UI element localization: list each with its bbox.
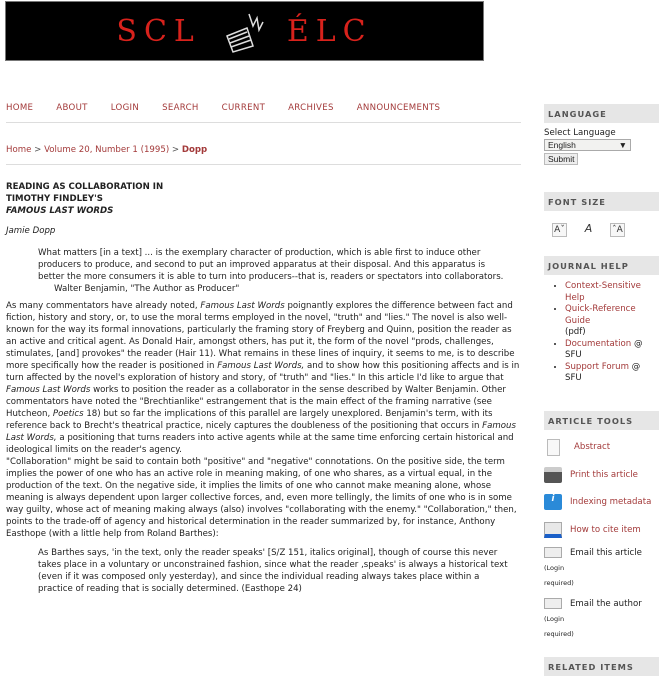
journal-help-heading: JOURNAL HELP xyxy=(544,256,659,275)
tool-cite[interactable] xyxy=(544,516,659,544)
nav-archives[interactable]: ARCHIVES xyxy=(288,103,334,113)
nav-home[interactable]: HOME xyxy=(6,103,34,113)
envelope-icon xyxy=(544,598,562,609)
cite-icon xyxy=(544,522,562,538)
epigraph-quote xyxy=(38,247,508,295)
nav-login[interactable]: LOGIN xyxy=(110,103,140,113)
documentation-link[interactable]: Documentation xyxy=(565,338,632,349)
info-icon: i xyxy=(544,494,562,510)
email-author-label: Email the author xyxy=(570,598,642,609)
help-item xyxy=(565,281,659,304)
tool-email-article[interactable] xyxy=(544,546,659,591)
nav-announcements[interactable]: ANNOUNCEMENTS xyxy=(356,103,441,113)
envelope-icon xyxy=(544,547,562,558)
breadcrumb-sep: > xyxy=(31,145,45,155)
font-smaller-icon[interactable]: Aˇ xyxy=(552,223,567,237)
article-author: Jamie Dopp xyxy=(6,226,56,236)
related-items-heading: RELATED ITEMS xyxy=(544,657,659,676)
language-heading: LANGUAGE xyxy=(544,104,659,123)
main-nav xyxy=(6,103,521,123)
help-item xyxy=(565,362,659,385)
tool-email-author[interactable] xyxy=(544,597,659,642)
paragraph-text: and to show how this positioning affects and is in turn affected by the novel's exploration of history and story, of "truth" and "lies." In this article I'd like to argue that xyxy=(6,361,520,383)
help-item xyxy=(565,339,659,362)
logo-text-left: SCL xyxy=(116,13,201,49)
breadcrumb-sep: > xyxy=(169,145,182,155)
italic-title-text: Famous Last Words xyxy=(6,385,91,395)
login-note: required) xyxy=(544,629,574,638)
book-logo-icon xyxy=(219,6,269,56)
print-link[interactable]: Print this article xyxy=(570,469,638,480)
login-note: (Login xyxy=(544,614,565,623)
help-suffix: @ SFU xyxy=(565,361,641,383)
printer-icon xyxy=(544,467,562,483)
breadcrumb-issue[interactable]: Volume 20, Number 1 (1995) xyxy=(44,145,170,155)
tool-print[interactable] xyxy=(544,461,659,489)
title-line: TIMOTHY FINDLEY'S xyxy=(6,194,103,204)
language-submit-button[interactable]: Submit xyxy=(544,153,578,165)
font-size-heading: FONT SIZE xyxy=(544,192,659,211)
login-note: required) xyxy=(544,578,574,587)
support-forum-link[interactable]: Support Forum xyxy=(565,361,629,372)
font-default-icon[interactable]: A xyxy=(584,222,593,235)
paragraph-text: a positioning that turns readers into active agents while at the same time enforcing certain historical and ideological limits on the reader's agency. xyxy=(6,433,514,455)
italic-title-text: Famous Last Words xyxy=(200,301,285,311)
tool-indexing[interactable] xyxy=(544,489,659,517)
context-help-link[interactable]: Context-Sensitive Help xyxy=(565,281,641,303)
login-note: (Login xyxy=(544,563,565,572)
journal-help-list xyxy=(544,281,659,385)
dropdown-arrow-icon: ▼ xyxy=(618,140,627,150)
font-size-controls xyxy=(544,211,659,249)
email-article-label: Email this article xyxy=(570,547,642,558)
breadcrumb xyxy=(6,145,521,165)
language-select[interactable] xyxy=(544,139,631,151)
article-title xyxy=(6,181,163,217)
nav-about[interactable]: ABOUT xyxy=(56,103,88,113)
italic-title-text: Poetics xyxy=(52,409,84,419)
title-line-italic: FAMOUS LAST WORDS xyxy=(6,206,114,216)
nav-search[interactable]: SEARCH xyxy=(162,103,199,113)
paragraph-text: poignantly explores the difference between fact and fiction, history and story, or, to use the moral terms employed in the novel, "truth" and "lies." The novel is also well-known for the way its formal innovations, particularly the framing story of Freyberg and Quinn, position the reader as an active and critical agent. As Donald Hair, amongst others, has put it, the form of the novel "prods, challenges, stimulates, [and] provokes" the reader (Hair 11). What remains in these lines of inquiry, it seems to me, is to describe more specifically how the reader is positioned in xyxy=(6,301,515,371)
paragraph-1 xyxy=(6,300,522,456)
document-icon xyxy=(547,439,560,456)
abstract-link[interactable]: Abstract xyxy=(574,442,611,453)
title-line: READING AS COLLABORATION IN xyxy=(6,182,164,192)
breadcrumb-current[interactable]: Dopp xyxy=(181,145,208,155)
help-item xyxy=(565,304,659,339)
cite-link[interactable]: How to cite item xyxy=(570,524,641,535)
sidebar xyxy=(544,104,659,676)
language-label: Select Language xyxy=(544,128,616,138)
indexing-link[interactable]: Indexing metadata xyxy=(570,497,652,508)
help-suffix: (pdf) xyxy=(565,327,586,337)
block-quote: As Barthes says, 'in the text, only the reader speaks' [S/Z 151, italics original], though of course this never takes place in a voluntary or unconstrained fashion, since what the reader ‚speaks' is always a historical text (even if it was composed only yesterday), and since the individual reading always takes place within a practice of reading that is socially determined. (Easthope 24) xyxy=(38,548,508,594)
nav-current[interactable]: CURRENT xyxy=(221,103,266,113)
paragraph-2: "Collaboration" might be said to contain both "positive" and "negative" connotations. On the positive side, the term implies the power of one who has an active role in meaning making, of one who shares, as a virtual equal, in the production of the text. On the negative side, it implies the limits of one who cannot make meaning alone, whose meaning is always dependent upon larger collective forces, and, even more tellingly, the limits of one who is in some way guilty, whose act of meaning making always (also) involves "collaborating with the enemy." "Collaboration," then, points to the trade-off of agency and historical determination in the reader summarized by, for instance, Anthony Easthope (with a little help from Roland Barthes): xyxy=(6,457,517,539)
quick-reference-link[interactable]: Quick-Reference Guide xyxy=(565,304,636,326)
paragraph-text: 18) but so far the implications of this parallel are largely unexplored. Benjamin's term, with its reference back to Brecht's theatrical practice, nicely captures the doubleness of the positioning that occurs in xyxy=(6,409,493,431)
help-suffix: @ SFU xyxy=(565,338,643,360)
italic-title-text: Famous Last Words, xyxy=(6,421,516,443)
tool-abstract[interactable] xyxy=(544,434,659,462)
epigraph-text: What matters [in a text] ... is the exemplary character of production, which is able first to induce other producers to produce, and second to put an improved apparatus at their disposal. And this apparatus is better the more consumers it is able to turn into producers--that is, readers or spectators into collaborators. xyxy=(38,248,504,282)
breadcrumb-home[interactable]: Home xyxy=(6,145,32,155)
journal-banner[interactable] xyxy=(5,1,484,61)
italic-title-text: Famous Last Words, xyxy=(217,361,305,371)
paragraph-text: works to position the reader as a collaborator in the sense described by Walter Benjamin. Other commentators have noted the "Brechtianlike" estrangement that is the main effect of the framing narrative (see Hutcheon, xyxy=(6,385,506,419)
font-larger-icon[interactable]: ˆA xyxy=(610,223,625,237)
language-selected: English xyxy=(548,140,576,150)
article-tools-heading: ARTICLE TOOLS xyxy=(544,411,659,430)
paragraph-text: As many commentators have already noted, xyxy=(6,301,201,311)
epigraph-attribution: Walter Benjamin, "The Author as Producer" xyxy=(54,284,240,294)
logo-text-right: ÉLC xyxy=(286,13,373,49)
